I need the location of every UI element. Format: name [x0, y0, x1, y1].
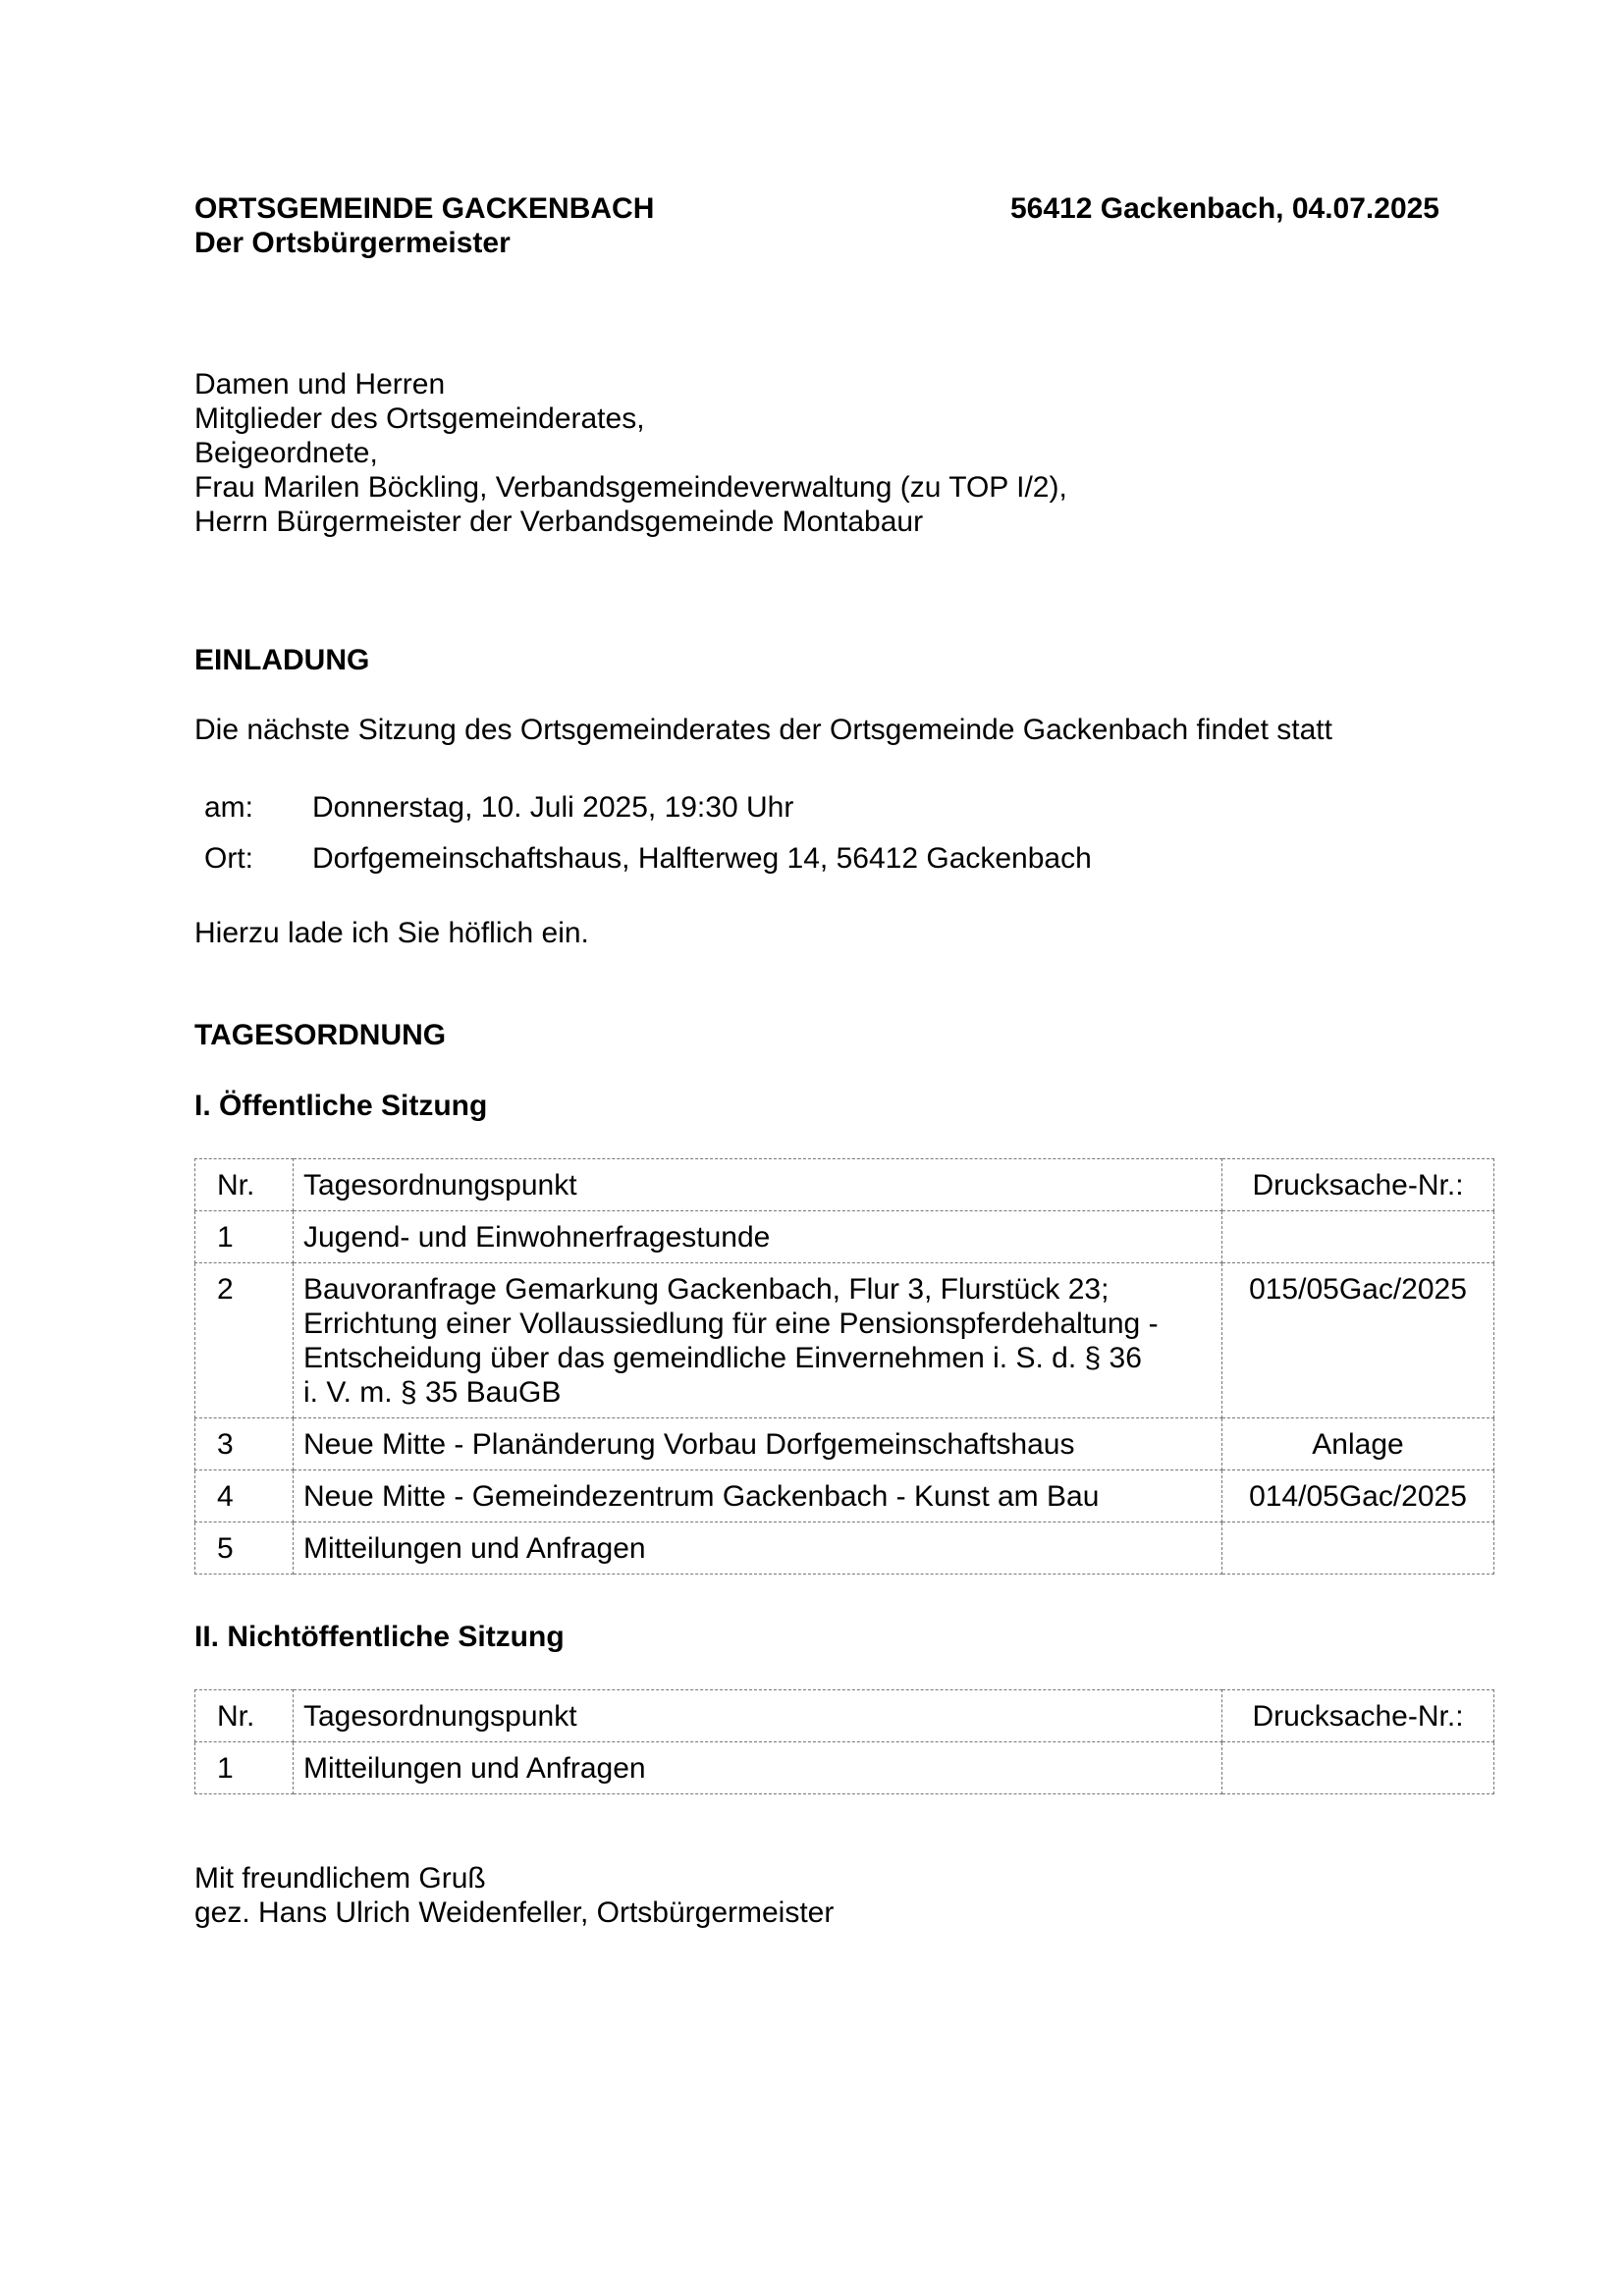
place-value: Dorfgemeinschaftshaus, Halfterweg 14, 56412 Gackenbach	[312, 842, 1092, 875]
recipient-line: Frau Marilen Böckling, Verbandsgemeindeverwaltung (zu TOP I/2),	[194, 471, 1067, 504]
date-value: Donnerstag, 10. Juli 2025, 19:30 Uhr	[312, 791, 794, 824]
row-item-line: Neue Mitte - Planänderung Vorbau Dorfgemeinschaftshaus	[303, 1428, 1075, 1461]
agenda-title: TAGESORDNUNG	[194, 1019, 447, 1051]
row-nr: 1	[195, 1742, 294, 1794]
row-nr: 3	[195, 1418, 294, 1470]
invitation-title: EINLADUNG	[194, 644, 370, 676]
row-item-line: Neue Mitte - Gemeindezentrum Gackenbach - Kunst am Bau	[303, 1480, 1100, 1513]
row-item-line: Bauvoranfrage Gemarkung Gackenbach, Flur 3, Flurstück 23;	[303, 1273, 1110, 1306]
table-row	[195, 1211, 1494, 1263]
recipient-line: Herrn Bürgermeister der Verbandsgemeinde Montabaur	[194, 506, 924, 538]
row-nr: 4	[195, 1470, 294, 1522]
table-header-row	[195, 1690, 1494, 1742]
date-label: am:	[204, 791, 254, 824]
recipient-line: Damen und Herren	[194, 368, 446, 400]
table-row	[195, 1522, 1494, 1575]
sender-org: ORTSGEMEINDE GACKENBACH	[194, 192, 655, 225]
meeting-place-row	[194, 841, 1092, 876]
header-item: Tagesordnungspunkt	[294, 1690, 1222, 1742]
row-item	[294, 1418, 1222, 1470]
header-doc: Drucksache-Nr.:	[1222, 1690, 1494, 1742]
row-doc	[1222, 1211, 1494, 1263]
table-row	[195, 1418, 1494, 1470]
public-agenda-table	[194, 1158, 1494, 1575]
row-nr: 5	[195, 1522, 294, 1575]
meeting-date-row	[194, 790, 793, 825]
row-item	[294, 1470, 1222, 1522]
row-nr: 2	[195, 1263, 294, 1418]
row-item	[294, 1522, 1222, 1575]
place-label: Ort:	[204, 842, 253, 875]
table-header-row	[195, 1159, 1494, 1211]
row-item	[294, 1742, 1222, 1794]
row-nr: 1	[195, 1211, 294, 1263]
table-row	[195, 1263, 1494, 1418]
header-nr: Nr.	[195, 1690, 294, 1742]
table-row	[195, 1742, 1494, 1794]
invite-text: Hierzu lade ich Sie höflich ein.	[194, 917, 589, 949]
row-doc	[1222, 1522, 1494, 1575]
row-item	[294, 1263, 1222, 1418]
closing-greeting: Mit freundlichem Gruß	[194, 1862, 486, 1895]
row-item-line: Errichtung einer Vollaussiedlung für eine Pensionspferdehaltung -	[303, 1308, 1159, 1340]
recipient-line: Mitglieder des Ortsgemeinderates,	[194, 402, 645, 435]
sender-block	[194, 191, 654, 260]
row-item	[294, 1211, 1222, 1263]
header-item: Tagesordnungspunkt	[294, 1159, 1222, 1211]
row-doc	[1222, 1742, 1494, 1794]
row-item-line: Mitteilungen und Anfragen	[303, 1752, 646, 1785]
row-doc: 014/05Gac/2025	[1222, 1470, 1494, 1522]
row-doc: Anlage	[1222, 1418, 1494, 1470]
header-nr: Nr.	[195, 1159, 294, 1211]
closing-signature: gez. Hans Ulrich Weidenfeller, Ortsbürgermeister	[194, 1896, 835, 1929]
private-agenda-table	[194, 1689, 1494, 1794]
closing-block	[194, 1861, 834, 1930]
table-row	[195, 1470, 1494, 1522]
private-session-title: II. Nichtöffentliche Sitzung	[194, 1621, 565, 1653]
sender-role: Der Ortsbürgermeister	[194, 227, 511, 259]
recipient-block	[194, 367, 1067, 539]
row-item-line: Jugend- und Einwohnerfragestunde	[303, 1221, 771, 1254]
row-item-line: i. V. m. § 35 BauGB	[303, 1376, 562, 1409]
recipient-line: Beigeordnete,	[194, 437, 378, 469]
public-session-title: I. Öffentliche Sitzung	[194, 1090, 488, 1122]
row-doc: 015/05Gac/2025	[1222, 1263, 1494, 1418]
row-item-line: Entscheidung über das gemeindliche Einvernehmen i. S. d. § 36	[303, 1342, 1142, 1374]
invitation-intro: Die nächste Sitzung des Ortsgemeinderates der Ortsgemeinde Gackenbach findet statt	[194, 714, 1332, 746]
header-doc: Drucksache-Nr.:	[1222, 1159, 1494, 1211]
row-item-line: Mitteilungen und Anfragen	[303, 1532, 646, 1565]
place-date: 56412 Gackenbach, 04.07.2025	[1010, 192, 1439, 225]
